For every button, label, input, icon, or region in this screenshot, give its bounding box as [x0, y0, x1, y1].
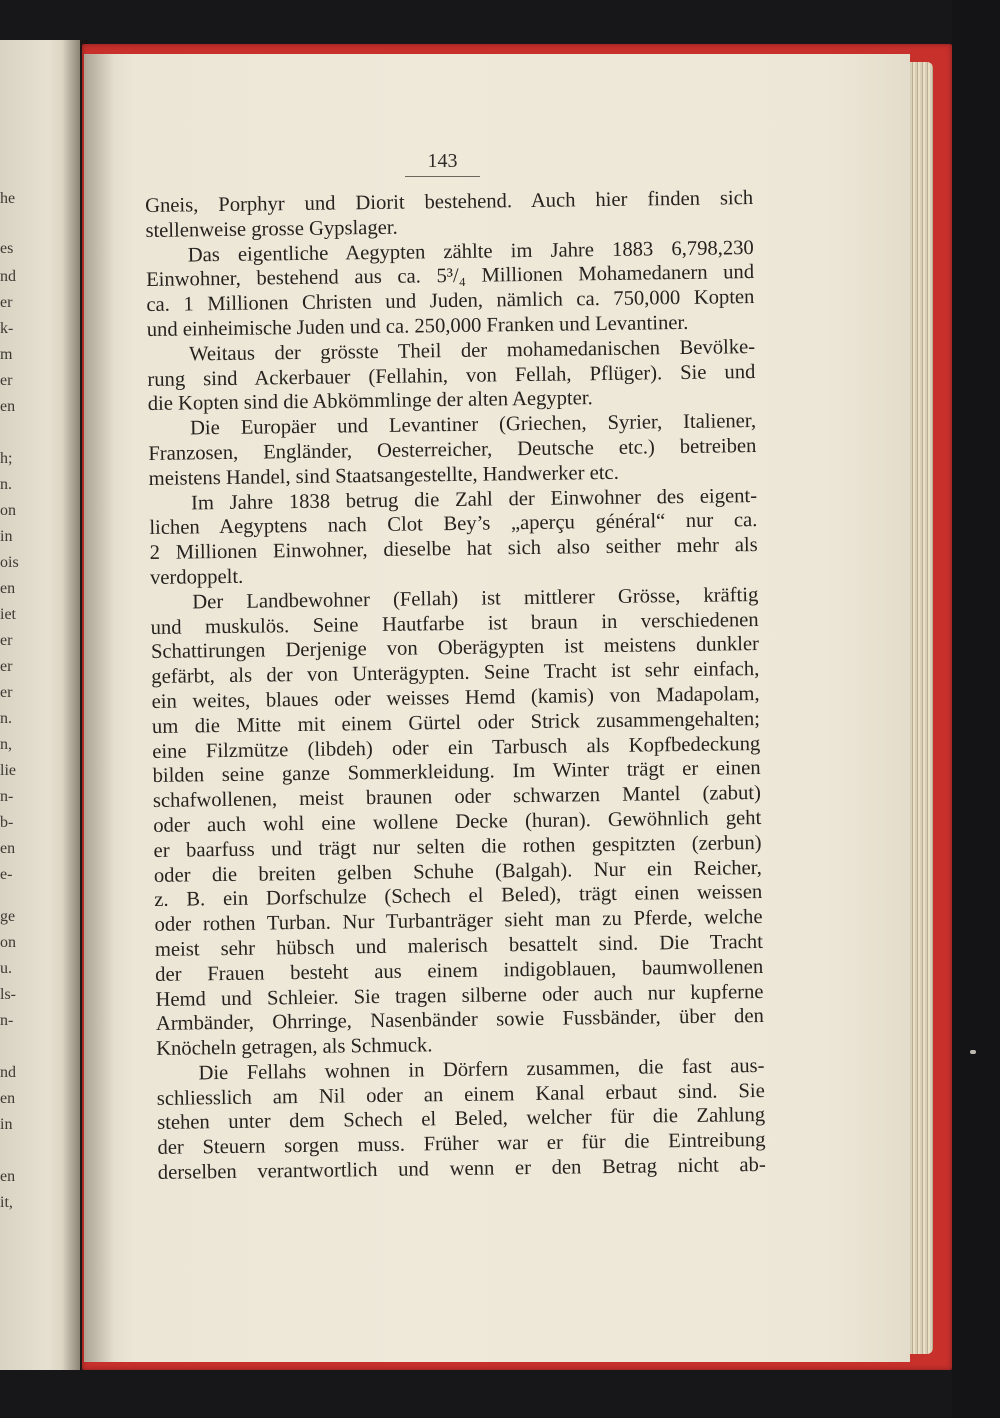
text-line: Weitaus der grösste Theil der mohamedanischen Bevölke-	[188, 335, 756, 366]
page-number: 143	[405, 150, 480, 177]
previous-page-fragment: b-	[0, 814, 14, 831]
text-line: Hemd und Schleier. Sie tragen silberne oder auch nur kupferne	[155, 980, 764, 1011]
previous-page-fragment: er	[0, 632, 13, 649]
text-line: Knöcheln getragen, als Schmuck.	[156, 1034, 433, 1061]
text-line: rung sind Ackerbauer (Fellahin, von Fellah, Pflüger). Sie und	[147, 360, 756, 391]
text-line: Schattirungen Derjenige von Oberägypten ist meistens dunkler	[150, 633, 760, 664]
previous-page-fragment: en	[0, 840, 16, 857]
previous-page-fragment: n-	[0, 1012, 14, 1029]
previous-page-fragment: en	[0, 398, 16, 415]
previous-page-fragment: n.	[0, 710, 12, 727]
text-line: ca. 1 Millionen Christen und Juden, nämlich ca. 750,000 Kopten	[146, 286, 755, 317]
previous-page-fragment: n-	[0, 788, 14, 805]
text-line: meistens Handel, sind Staatsangestellte, Handwerker etc.	[148, 461, 619, 490]
text-line: schliesslich am Nil oder an einem Kanal erbaut sind. Sie	[156, 1079, 765, 1110]
previous-page-fragment: nd	[0, 1064, 16, 1081]
text-line: ein weites, blaues oder weisses Hemd (kamis) von Madapolam,	[151, 682, 760, 713]
previous-page-fragment: h;	[0, 450, 13, 467]
previous-page-fragment: en	[0, 1168, 16, 1185]
text-line: Die Fellahs wohnen in Dörfern zusammen, die fast aus-	[198, 1054, 765, 1085]
previous-page-fragment: on	[0, 934, 16, 951]
text-line: er baarfuss und trägt nur selten die rothen gespitzten (zerbun)	[153, 831, 762, 862]
previous-page-fragment: n,	[0, 736, 12, 753]
previous-page-fragment: n.	[0, 476, 12, 493]
text-line: der Steuern sorgen muss. Früher war er für die Eintreibung	[157, 1129, 766, 1160]
previous-page-fragment: er	[0, 372, 13, 389]
text-line: stellenweise grosse Gypslager.	[145, 216, 398, 242]
dust-mark	[970, 1050, 976, 1054]
text-line: oder auch wohl eine wollene Decke (huran). Gewöhnlich geht	[153, 806, 762, 837]
text-line: die Kopten sind die Abkömmlinge der alten Aegypter.	[147, 387, 593, 416]
text-line: stehen unter dem Schech el Beled, welcher für die Zahlung	[157, 1104, 766, 1135]
text-line: Einwohner, bestehend aus ca. 5³/₄ Millionen Mohamedanern und	[145, 261, 755, 292]
previous-page-fragment: lie	[0, 762, 16, 779]
text-line: verdoppelt.	[149, 565, 244, 589]
previous-page-fragment: ls-	[0, 986, 16, 1003]
text-line: um die Mitte mit einem Gürtel oder Strick zusammengehalten;	[151, 707, 761, 738]
text-line: 2 Millionen Einwohner, dieselbe hat sich also seither mehr als	[149, 534, 758, 565]
previous-page-fragment: es	[0, 240, 14, 257]
previous-page-fragment: er	[0, 684, 13, 701]
previous-page-fragment: en	[0, 1090, 16, 1107]
text-line: lichen Aegyptens nach Clot Bey’s „aperçu général“ nur ca.	[149, 509, 758, 540]
previous-page-fragment: en	[0, 580, 16, 597]
previous-page-fragment: u.	[0, 960, 12, 977]
text-line: oder die breiten gelben Schuhe (Balgah). Nur ein Reicher,	[153, 856, 763, 887]
text-line: und einheimische Juden und ca. 250,000 Franken und Levantiner.	[146, 311, 689, 341]
previous-page-fragment: iet	[0, 606, 16, 623]
text-line: Der Landbewohner (Fellah) ist mittlerer Grösse, kräftig	[192, 583, 759, 614]
previous-page-fragment: in	[0, 528, 13, 545]
text-line: Das eigentliche Aegypten zählte im Jahre 1883 6,798,230	[187, 236, 754, 267]
previous-page-fragment: m	[0, 346, 13, 363]
text-line: Armbänder, Ohrringe, Nasenbänder sowie Fussbänder, über den	[155, 1005, 764, 1036]
text-line: meist sehr hübsch und malerisch besattelt sind. Die Tracht	[154, 930, 763, 961]
text-line: Franzosen, Engländer, Oesterreicher, Deutsche etc.) betreiben	[148, 434, 757, 465]
text-line: derselben verantwortlich und wenn er den Betrag nicht ab-	[157, 1154, 766, 1184]
background	[952, 0, 1000, 1418]
previous-page-fragment: e-	[0, 866, 13, 883]
previous-page-fragment: it,	[0, 1194, 13, 1211]
previous-page-fragment: k-	[0, 320, 14, 337]
previous-page-fragment: nd	[0, 268, 16, 285]
text-line: eine Filzmütze (libdeh) oder ein Tarbusch als Kopfbedeckung	[152, 732, 761, 763]
text-line: der Frauen besteht aus einem indigoblauen, baumwollenen	[155, 955, 764, 986]
text-line: Die Europäer und Levantiner (Griechen, Syrier, Italiener,	[189, 410, 757, 440]
text-line: Im Jahre 1838 betrug die Zahl der Einwohner des eigent-	[190, 484, 758, 514]
previous-page-fragment: ois	[0, 554, 19, 571]
text-line: schafwollenen, meist braunen oder schwarzen Mantel (zabut)	[152, 782, 762, 813]
text-line: gefärbt, als der von Unterägypten. Seine Tracht ist sehr einfach,	[151, 658, 760, 689]
previous-page-fragment: er	[0, 658, 13, 675]
previous-page-fragment: er	[0, 294, 13, 311]
text-line: bilden seine ganze Sommerkleidung. Im Winter trägt er einen	[152, 757, 761, 788]
text-line: Gneis, Porphyr und Diorit bestehend. Auch hier finden sich	[145, 187, 754, 217]
text-line: und muskulös. Seine Hautfarbe ist braun in verschiedenen	[150, 608, 759, 639]
page-shadow	[84, 54, 114, 1362]
text-line: oder rothen Turban. Nur Turbanträger sieht man zu Pferde, welche	[154, 906, 763, 937]
body-text	[145, 186, 766, 1186]
previous-page-fragment: he	[0, 190, 16, 207]
text-line: z. B. ein Dorfschulze (Schech el Beled), trägt einen weissen	[154, 881, 763, 912]
previous-page-fragment: ge	[0, 908, 16, 925]
previous-page-fragment: in	[0, 1116, 13, 1133]
previous-page-fragment: on	[0, 502, 16, 519]
